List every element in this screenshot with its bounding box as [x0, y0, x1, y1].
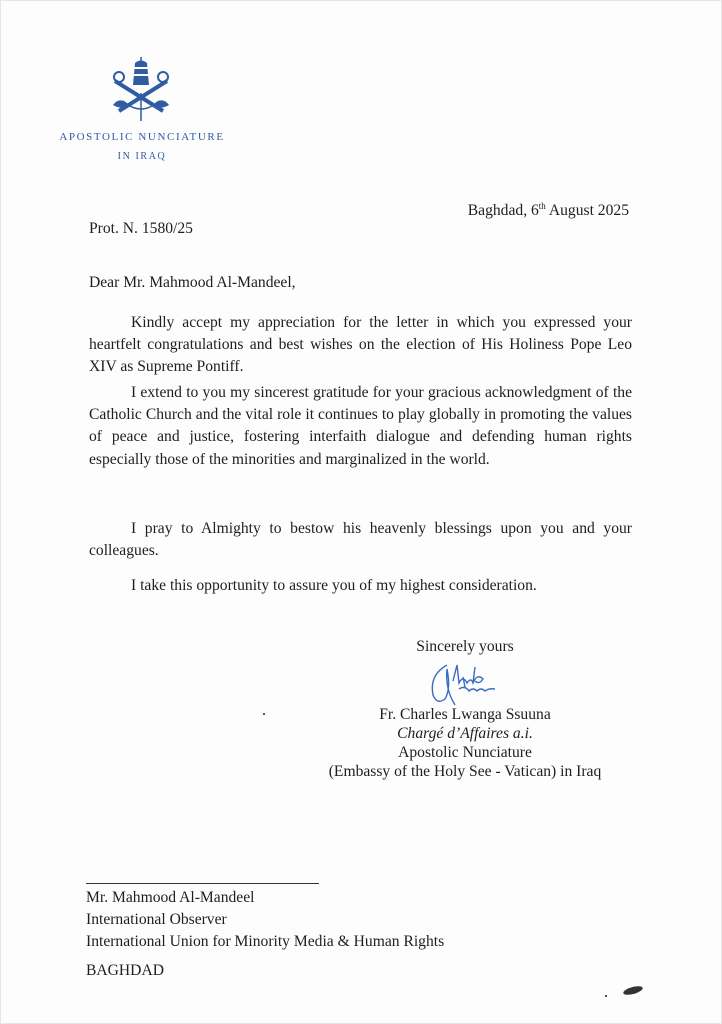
protocol-number: Prot. N. 1580/25: [89, 220, 193, 237]
paragraph-text: I extend to you my sincerest gratitude for your gracious acknowledgment of the Catholic Church and the vital role it continues to play globally in promoting the values of peace and justice, fostering interfaith dialogue and defending human rights especially those of the minorities and marginalized in the world.: [89, 384, 632, 468]
date-suffix: th: [538, 201, 546, 211]
paragraph-text: I pray to Almighty to bestow his heavenly blessings upon you and your colleagues.: [89, 520, 632, 560]
paragraph-text: Kindly accept my appreciation for the letter in which you expressed your heartfelt congratulations and best wishes on the election of His Holiness Pope Leo XIV as Supreme Pontiff.: [89, 314, 632, 376]
signatory-title: Chargé d’Affaires a.i.: [397, 725, 533, 742]
letterhead-org: APOSTOLIC NUNCIATURE: [59, 131, 225, 143]
signatory-office: Apostolic Nunciature: [398, 744, 532, 761]
signatory-name: Fr. Charles Lwanga Ssuuna: [379, 706, 551, 723]
letter-date: [468, 201, 629, 220]
papal-crest-logo: [105, 53, 177, 123]
paper-speck: [263, 713, 265, 715]
addressee-organization: International Union for Minority Media & Human Rights: [86, 933, 445, 950]
letterhead-location: IN IRAQ: [117, 151, 167, 162]
ink-smudge: [622, 985, 643, 997]
addressee-role: International Observer: [86, 911, 227, 928]
body-paragraph-4: [89, 575, 632, 597]
addressee-city: BAGHDAD: [86, 962, 164, 979]
addressee-name: Mr. Mahmood Al-Mandeel: [86, 889, 255, 906]
signature-block: [301, 705, 629, 781]
closing: Sincerely yours: [416, 638, 514, 655]
signatory-embassy: (Embassy of the Holy See - Vatican) in Iraq: [328, 763, 602, 780]
paragraph-text: I take this opportunity to assure you of my highest consideration.: [131, 577, 537, 594]
date-month-year: August 2025: [545, 202, 629, 220]
body-paragraph-3: [89, 518, 632, 562]
date-day: Baghdad, 6: [467, 202, 539, 220]
paper-speck: [605, 995, 607, 997]
body-paragraph-2: [89, 382, 632, 471]
addressee-divider: [86, 883, 319, 884]
addressee-block: [86, 887, 444, 982]
handwritten-signature: [425, 659, 509, 709]
salutation: Dear Mr. Mahmood Al-Mandeel,: [89, 274, 296, 291]
body-paragraph-1: [89, 312, 632, 379]
